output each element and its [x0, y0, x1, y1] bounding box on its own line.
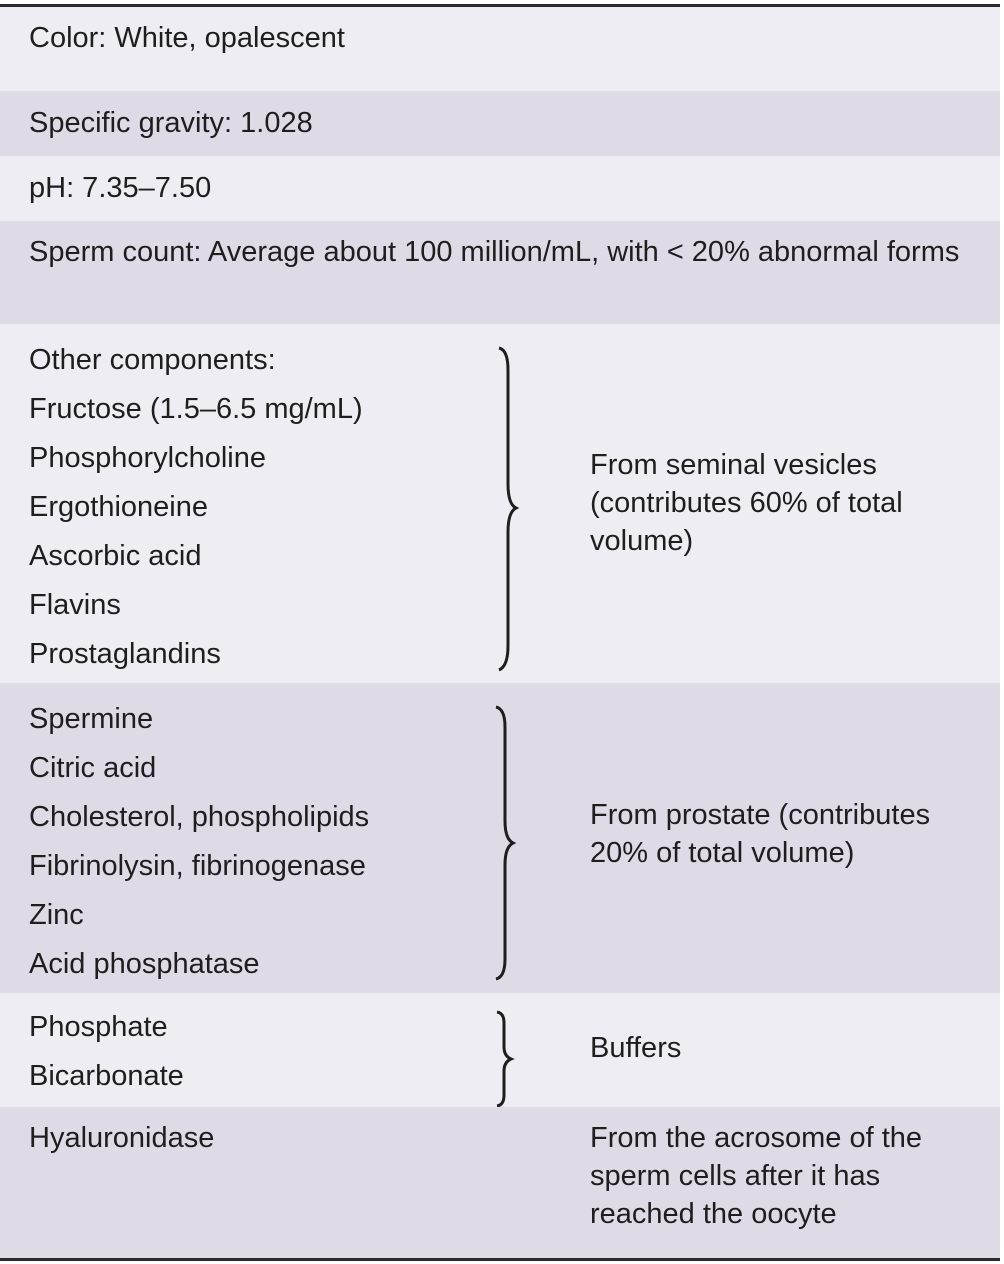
seminal-source-cell [590, 322, 1000, 683]
list-item: Ergothioneine [29, 491, 208, 523]
list-item: Citric acid [29, 752, 157, 784]
color-text: Color: White, opalescent [29, 22, 345, 54]
list-item: Zinc [29, 899, 84, 931]
semen-composition-table [0, 4, 1000, 1261]
hyaluronidase-source-text: From the acrosome of the sperm cells after it has reached the oocyte [590, 1122, 923, 1230]
list-item: Phosphorylcholine [29, 442, 266, 474]
color-row [0, 7, 1000, 91]
hyaluronidase-row [0, 1107, 1000, 1258]
seminal-components-list [29, 336, 494, 683]
hyaluronidase-text: Hyaluronidase [29, 1122, 215, 1154]
ph-row [0, 156, 1000, 221]
specific-gravity-text: Specific gravity: 1.028 [29, 107, 313, 139]
list-item: Flavins [29, 589, 121, 621]
list-item: Ascorbic acid [29, 540, 202, 572]
seminal-source-text: From seminal vesicles (contributes 60% of total volume) [590, 448, 903, 557]
list-item: Spermine [29, 703, 154, 735]
prostate-components-list [29, 695, 494, 993]
specific-gravity-row [0, 91, 1000, 156]
hyaluronidase-source-cell [590, 1119, 1000, 1258]
buffers-row [0, 993, 1000, 1107]
list-item: Other components: [29, 344, 276, 376]
list-item: Cholesterol, phospholipids [29, 801, 370, 833]
buffers-components-list [29, 1003, 494, 1107]
prostate-source-text: From prostate (contributes 20% of total volume) [590, 799, 931, 869]
spacer [494, 1119, 590, 1258]
ph-text: pH: 7.35–7.50 [29, 172, 212, 204]
list-item: Bicarbonate [29, 1060, 184, 1092]
curly-brace-icon [494, 695, 590, 993]
list-item: Phosphate [29, 1011, 168, 1043]
buffers-source-text: Buffers [590, 1032, 682, 1064]
prostate-source-cell [590, 675, 1000, 993]
list-item: Prostaglandins [29, 638, 221, 670]
hyaluronidase-item-cell [29, 1119, 494, 1258]
list-item: Fructose (1.5–6.5 mg/mL) [29, 393, 363, 425]
sperm-count-row [0, 221, 1000, 324]
buffers-source-cell [590, 989, 1000, 1107]
sperm-count-text: Sperm count: Average about 100 million/mL, with < 20% abnormal forms [29, 236, 960, 268]
curly-brace-icon [494, 336, 590, 683]
list-item: Acid phosphatase [29, 948, 260, 980]
prostate-row [0, 683, 1000, 993]
curly-brace-icon [494, 1003, 590, 1107]
list-item: Fibrinolysin, fibrinogenase [29, 850, 366, 882]
seminal-vesicles-row [0, 324, 1000, 683]
